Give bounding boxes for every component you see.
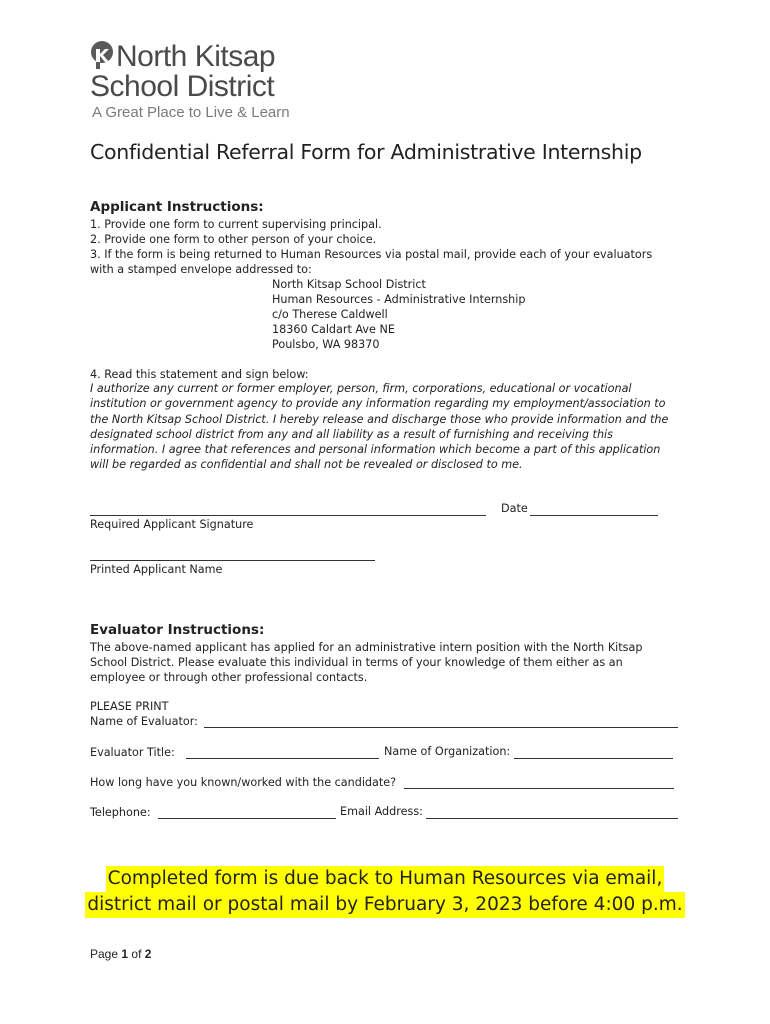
statement-line: I authorize any current or former employer, person, firm, corporations, educational or vocational: [90, 382, 632, 395]
district-logo-mark-icon: [90, 40, 118, 72]
evaluator-para-line: School District. Please evaluate this individual in terms of your knowledge of them either as an: [90, 656, 623, 669]
email-label: Email Address:: [340, 805, 423, 818]
statement-line: institution or government agency to provide any information regarding my employment/association to: [90, 397, 666, 411]
page-number: [90, 947, 151, 961]
applicant-item-1: 1. Provide one form to current supervising principal.: [90, 218, 382, 231]
evaluator-title-label: Evaluator Title:: [90, 746, 175, 759]
statement-line: information. I agree that references and personal information which become a part of this application: [90, 443, 661, 457]
evaluator-para-line: The above-named applicant has applied for an administrative intern position with the North Kitsap: [90, 641, 643, 654]
address-line: 18360 Caldart Ave NE: [272, 323, 395, 336]
evaluator-name-label: Name of Evaluator:: [90, 715, 198, 728]
statement-line: the North Kitsap School District. I hereby release and discharge those who provide information and the: [90, 412, 669, 426]
please-print-note: PLEASE PRINT: [90, 700, 169, 713]
page-word: Page: [90, 947, 119, 961]
printed-name-label: Printed Applicant Name: [90, 563, 223, 576]
mailing-address: [272, 277, 525, 352]
address-line: c/o Therese Caldwell: [272, 308, 388, 321]
applicant-item-4: 4. Read this statement and sign below:: [90, 368, 309, 381]
applicant-instructions-heading: Applicant Instructions:: [90, 199, 264, 215]
evaluator-instructions-heading: Evaluator Instructions:: [90, 622, 265, 638]
organization-field[interactable]: [514, 758, 673, 759]
page-total: 2: [144, 947, 152, 961]
logo-name-line1: North Kitsap: [116, 40, 276, 73]
telephone-label: Telephone:: [90, 806, 151, 819]
address-line: Poulsbo, WA 98370: [272, 338, 380, 351]
notice-line-1: Completed form is due back to Human Resources via email,: [106, 866, 665, 892]
authorization-statement: [90, 381, 690, 473]
applicant-item-2: 2. Provide one form to other person of your choice.: [90, 233, 377, 246]
organization-label: Name of Organization:: [384, 745, 511, 758]
statement-line: will be regarded as confidential and shall not be revealed or disclosed to me.: [90, 458, 523, 472]
evaluator-name-field[interactable]: [204, 727, 678, 728]
logo-name-line2: School District: [90, 70, 275, 103]
address-line: Human Resources - Administrative Internship: [272, 293, 526, 306]
signature-label: Required Applicant Signature: [90, 518, 254, 531]
date-label: Date: [501, 502, 528, 515]
evaluator-para-line: employee or through other professional contacts.: [90, 671, 368, 684]
form-title: Confidential Referral Form for Administrative Internship: [90, 140, 642, 164]
email-field[interactable]: [426, 818, 678, 819]
notice-line-2: district mail or postal mail by February 3, 2023 before 4:00 p.m.: [85, 892, 684, 918]
address-line: North Kitsap School District: [272, 278, 426, 291]
how-long-label: How long have you known/worked with the candidate?: [90, 776, 397, 789]
district-logo: [90, 40, 330, 122]
date-field[interactable]: [530, 515, 658, 516]
applicant-item-3: 3. If the form is being returned to Human Resources via postal mail, provide each of your evaluators: [90, 248, 653, 261]
logo-tagline: A Great Place to Live & Learn: [92, 104, 290, 121]
how-long-field[interactable]: [404, 788, 674, 789]
applicant-item-3-cont: with a stamped envelope addressed to:: [90, 263, 312, 276]
due-date-notice: [0, 866, 770, 918]
evaluator-title-field[interactable]: [186, 758, 379, 759]
statement-line: designated school district from any and all liability as a result of furnishing and receiving this: [90, 427, 613, 441]
printed-name-field[interactable]: [90, 560, 375, 561]
of-word: of: [131, 947, 142, 961]
page-current: 1: [121, 947, 129, 961]
telephone-field[interactable]: [158, 818, 336, 819]
signature-field[interactable]: [90, 515, 486, 516]
